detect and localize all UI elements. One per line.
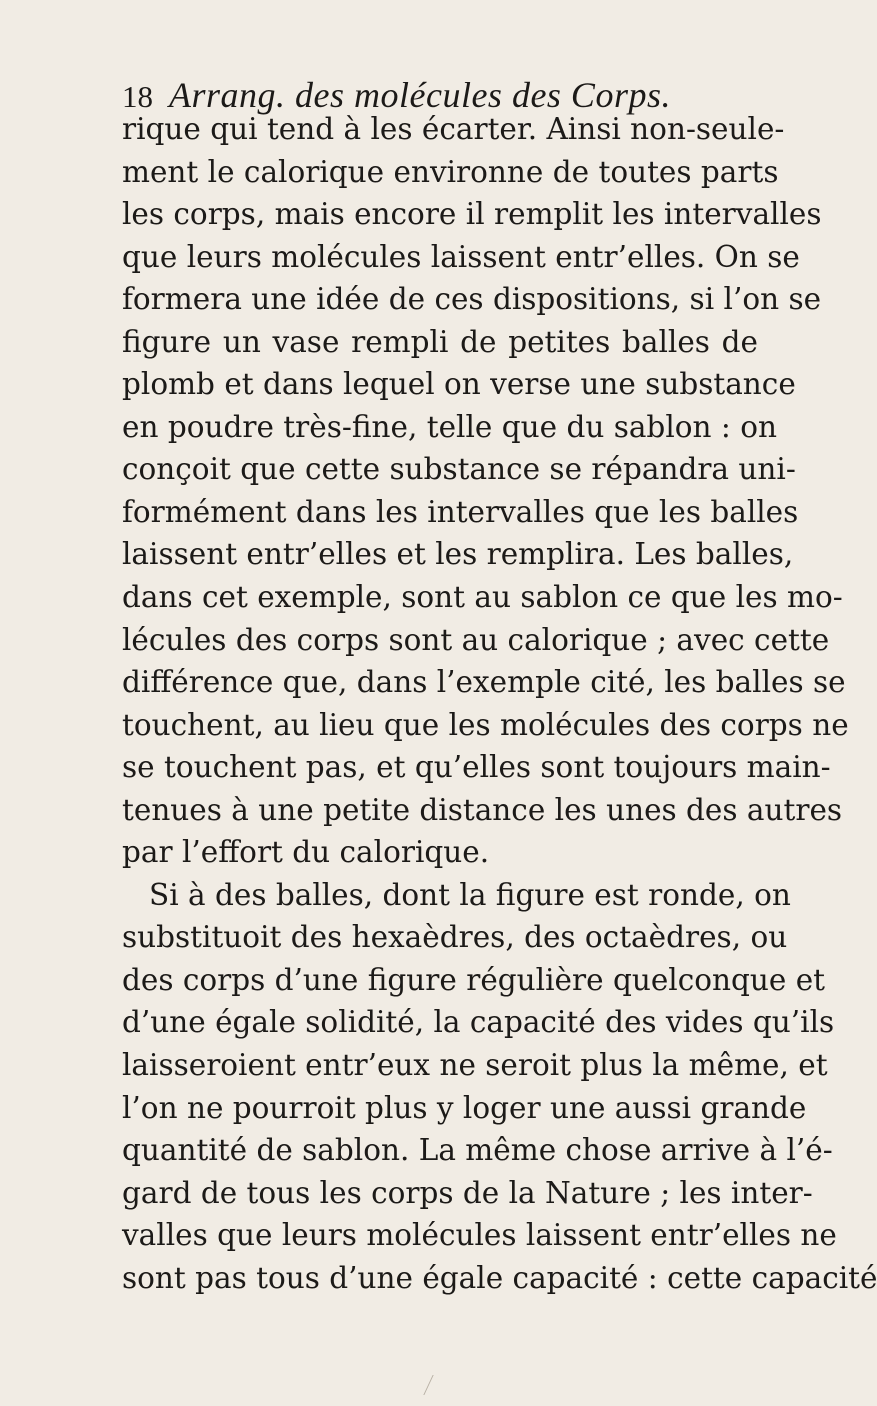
text-line: gard de tous les corps de la Nature ; les inter- xyxy=(122,1175,813,1210)
text-line: formera une idée de ces dispositions, si l’on se xyxy=(122,282,822,317)
text-line: différence que, dans l’exemple cité, les balles se xyxy=(122,665,846,700)
text-line: tenues à une petite distance les unes des autres xyxy=(122,792,843,827)
text-line: l’on ne pourroit plus y loger une aussi grande xyxy=(122,1090,807,1125)
stray-mark xyxy=(423,1375,439,1395)
text-line: que leurs molécules laissent entr’elles. On se xyxy=(122,239,800,274)
body-text xyxy=(122,108,877,1299)
page-number: 18 xyxy=(122,79,153,114)
text-line: quantité de sablon. La même chose arrive à l’é- xyxy=(122,1133,833,1168)
text-line: rique qui tend à les écarter. Ainsi non-seule- xyxy=(122,112,785,146)
text-line: sont pas tous d’une égale capacité : cette capacité xyxy=(122,1260,877,1295)
text-line: se touchent pas, et qu’elles sont toujours main- xyxy=(122,750,831,785)
text-line: formément dans les intervalles que les balles xyxy=(122,494,799,529)
text-line: laissent entr’elles et les remplira. Les balles, xyxy=(122,537,794,572)
text-line: touchent, au lieu que les molécules des corps ne xyxy=(122,707,849,742)
text-line: plomb et dans lequel on verse une substance xyxy=(122,367,796,402)
text-line: substituoit des hexaèdres, des octaèdres, ou xyxy=(122,920,788,955)
text-line: dans cet exemple, sont au sablon ce que les mo- xyxy=(122,580,843,615)
text-line: d’une égale solidité, la capacité des vides qu’ils xyxy=(122,1005,835,1040)
text-line: conçoit que cette substance se répandra uni- xyxy=(122,452,796,487)
text-line: des corps d’une figure régulière quelconque et xyxy=(122,962,826,997)
text-line: lécules des corps sont au calorique ; avec cette xyxy=(122,622,830,657)
text-line: valles que leurs molécules laissent entr’elles ne xyxy=(122,1218,837,1253)
text-line: figure un vase rempli de petites balles de xyxy=(122,324,758,359)
running-title: Arrang. des molécules des Corps. xyxy=(169,75,671,115)
text-line: les corps, mais encore il remplit les intervalles xyxy=(122,197,822,232)
text-line: en poudre très-fine, telle que du sablon : on xyxy=(122,409,777,444)
paragraph-end-line: par l’effort du calorique. xyxy=(122,835,490,870)
text-line: laisseroient entr’eux ne seroit plus la même, et xyxy=(122,1048,828,1083)
text-line: ment le calorique environne de toutes parts xyxy=(122,154,779,189)
paragraph-start-line: Si à des balles, dont la figure est ronde, on xyxy=(149,877,791,912)
